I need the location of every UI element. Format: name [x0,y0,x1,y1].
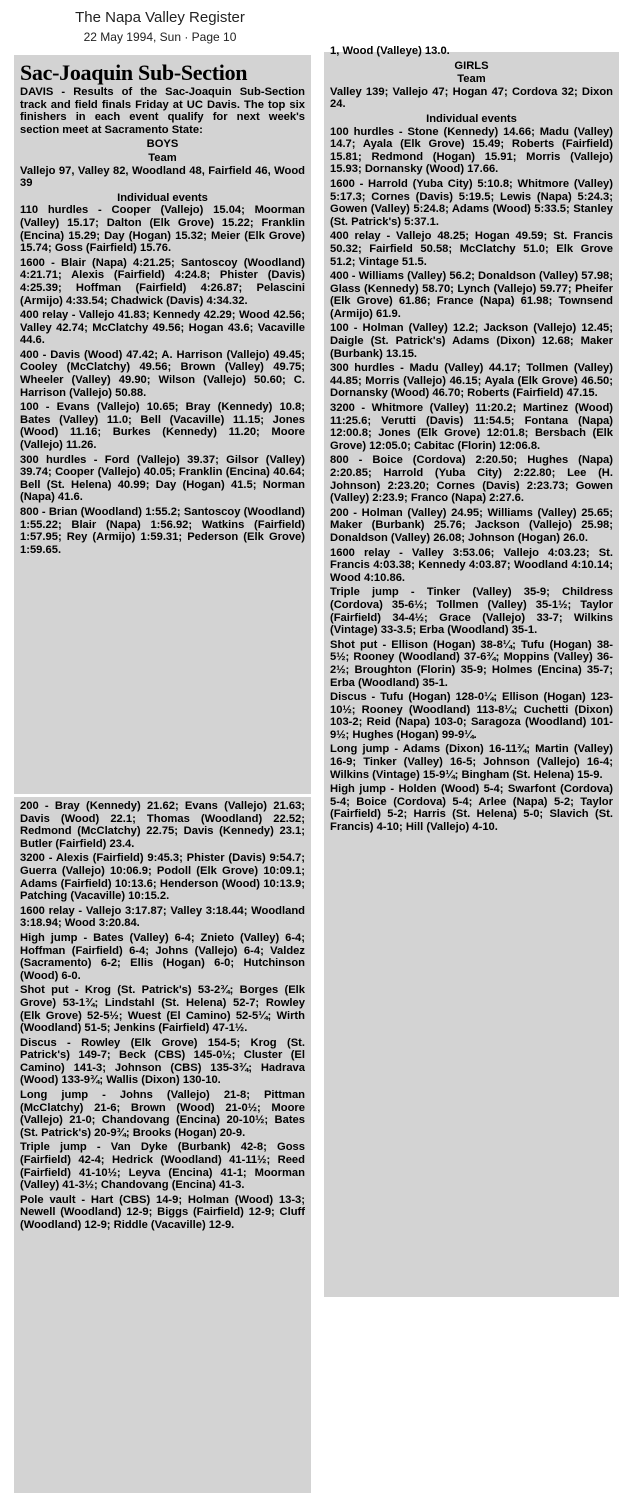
clipping-boys-part1 [14,55,311,794]
clipping-boys-part2 [14,797,311,1493]
event-result: Discus - Rowley (Elk Grove) 154-5; Krog (St. Patrick's) 149-7; Beck (CBS) 145-0½; Cluster (El Camino) 141-3; Johnson (CBS) 135-3¾; Hadrava (Wood) 133-9¾; Wallis (Dixon) 130-10. [20,1036,305,1087]
event-result: High jump - Bates (Valley) 6-4; Znieto (Valley) 6-4; Hoffman (Fairfield) 6-4; Johns (Vallejo) 6-4; Valdez (Sacramento) 6-2; Ellis (Hogan) 6-0; Hutchinson (Wood) 6-0. [20,931,305,982]
event-result: Long jump - Adams (Dixon) 16-11¾; Martin (Valley) 16-9; Tinker (Valley) 16-5; Johnson (Vallejo) 16-4; Wilkins (Vintage) 15-9¼; Bingham (St. Helena) 15-9. [330,743,613,781]
article-headline: Sac-Joaquin Sub-Section [20,60,248,85]
event-result: 200 - Bray (Kennedy) 21.62; Evans (Vallejo) 21.63; Davis (Wood) 22.1; Thomas (Woodland) 22.52; Redmond (McClatchy) 22.75; Davis (Kennedy) 23.1; Butler (Fairfield) 23.4. [20,800,305,850]
event-result: 1600 - Harrold (Yuba City) 5:10.8; Whitmore (Valley) 5:17.3; Cornes (Davis) 5:19.5; Lewis (Napa) 5:24.3; Gowen (Valley) 5:24.8; Adams (Wood) 5:33.5; Stanley (St. Patrick's) 5:37.1. [330,177,613,228]
event-result: 800 - Brian (Woodland) 1:55.2; Santoscoy (Woodland) 1:55.22; Blair (Napa) 1:56.92; Watkins (Fairfield) 1:57.95; Rey (Armijo) 1:59.31; Pederson (Elk Grove) 1:59.65. [20,506,305,556]
event-result: 200 - Holman (Valley) 24.95; Williams (Valley) 25.65; Maker (Burbank) 25.76; Jackson (Vallejo) 25.98; Donaldson (Valley) 26.08; Johnson (Hogan) 26.0. [330,506,613,544]
event-result: 100 hurdles - Stone (Kennedy) 14.66; Madu (Valley) 14.7; Ayala (Elk Grove) 15.49; Roberts (Fairfield) 15.81; Redmond (Hogan) 15.91; Morris (Vallejo) 15.93; Dornansky (Wood) 17.66. [330,125,613,176]
event-result: High jump - Holden (Wood) 5-4; Swarfont (Cordova) 5-4; Boice (Cordova) 5-4; Arlee (Napa) 5-2; Taylor (Fairfield) 5-2; Harris (St. Helena) 5-0; Slavich (St. Francis) 4-10; Hill (Vallejo) 4-10. [330,783,613,834]
event-result: 800 - Boice (Cordova) 2:20.50; Hughes (Napa) 2:20.85; Harrold (Yuba City) 2:22.80; Lee (H. Johnson) 2:23.20; Cornes (Davis) 2:23.73; Gowen (Valley) 2:23.9; Franco (Napa) 2:27.6. [330,454,613,505]
event-result: 300 hurdles - Madu (Valley) 44.17; Tollmen (Valley) 44.85; Morris (Vallejo) 46.15; Ayala (Elk Grove) 46.50; Dornansky (Wood) 46.70; Roberts (Fairfield) 47.15. [330,362,613,400]
event-result: Shot put - Ellison (Hogan) 38-8¼; Tufu (Hogan) 38-5½; Rooney (Woodland) 37-6¾; Moppins (Valley) 36-2½; Broughton (Florin) 35-9; Holmes (Encina) 35-7; Erba (Woodland) 35-1. [330,638,613,689]
event-result: 400 - Davis (Wood) 47.42; A. Harrison (Vallejo) 49.45; Cooley (McClatchy) 49.56; Brown (Valley) 49.75; Wheeler (Valley) 49.90; Wilson (Vallejo) 50.60; C. Harrison (Vallejo) 50.88. [20,348,305,399]
partial-top-line: 1, Wood (Valleye) 13.0. [330,45,450,57]
event-result: 1600 relay - Vallejo 3:17.87; Valley 3:18.44; Woodland 3:18.94; Wood 3:20.84. [20,904,305,930]
boys-individual-heading: Individual events [117,191,208,204]
event-result: 100 - Holman (Valley) 12.2; Jackson (Vallejo) 12.45; Daigle (St. Patrick's) Adams (Dixon) 12.68; Maker (Burbank) 13.15. [330,322,613,360]
event-result: Triple jump - Van Dyke (Burbank) 42-8; Goss (Fairfield) 42-4; Hedrick (Woodland) 41-11½; Reed (Fairfield) 41-10½; Leyva (Encina) 41-1; Moorman (Valley) 41-3½; Chandovang (Encina) 41-3. [20,1141,305,1192]
event-result: Pole vault - Hart (CBS) 14-9; Holman (Wood) 13-3; Newell (Woodland) 12-9; Biggs (Fairfield) 12-9; Cluff (Woodland) 12-9; Riddle (Vacaville) 12-9. [20,1193,305,1231]
event-result: 1600 - Blair (Napa) 4:21.25; Santoscoy (Woodland) 4:21.71; Alexis (Fairfield) 4:24.8; Phister (Davis) 4:25.39; Hoffman (Fairfield) 4:26.87; Pelascini (Armijo) 4:33.54; Chadwick (Davis) 4:34.32. [20,256,305,307]
article-intro: DAVIS - Results of the Sac-Joaquin Sub-Section track and field finals Friday at UC Davis. The top six finishers in each event qualify for next week's section meet at Sacramento State: [20,86,305,136]
boys-team-scores: Vallejo 97, Valley 82, Woodland 48, Fairfield 46, Wood 39 [20,164,305,190]
event-result: 1600 relay - Valley 3:53.06; Vallejo 4:03.23; St. Francis 4:03.38; Kennedy 4:03.87; Woodland 4:10.14; Wood 4:10.86. [330,546,613,584]
event-result: 3200 - Alexis (Fairfield) 9:45.3; Phister (Davis) 9:54.7; Guerra (Vallejo) 10:06.9; Podoll (Elk Grove) 10:09.1; Adams (Fairfield) 10:13.6; Henderson (Wood) 10:13.9; Patching (Vacaville) 10:15.2. [20,852,305,903]
event-result: 400 relay - Vallejo 48.25; Hogan 49.59; St. Francis 50.32; Fairfield 50.58; McClatchy 51.0; Elk Grove 51.2; Vintage 51.5. [330,230,613,268]
dateline: 22 May 1994, Sun · Page 10 [83,30,237,44]
event-result: 100 - Evans (Vallejo) 10.65; Bray (Kennedy) 10.8; Bates (Valley) 11.0; Bell (Vacaville) 11.15; Jones (Wood) 11.16; Burkes (Kennedy) 11.20; Moore (Vallejo) 11.26. [20,401,305,452]
girls-individual-heading: Individual events [426,112,517,125]
boys-heading: BOYS [146,138,179,151]
girls-heading: GIRLS [454,59,489,72]
newspaper-title: The Napa Valley Register [75,9,245,26]
event-result: 400 - Williams (Valley) 56.2; Donaldson (Valley) 57.98; Glass (Kennedy) 58.70; Lynch (Vallejo) 59.77; Pheifer (Elk Grove) 61.86; France (Napa) 61.98; Townsend (Armijo) 61.9. [330,270,613,320]
boys-team-heading: Team [148,151,177,164]
girls-team-scores: Valley 139; Vallejo 47; Hogan 47; Cordova 32; Dixon 24. [330,85,613,111]
event-result: Discus - Tufu (Hogan) 128-0¼; Ellison (Hogan) 123-10½; Rooney (Woodland) 113-8¼; Cuchetti (Dixon) 103-2; Reid (Napa) 103-0; Saragoza (Woodland) 101-9½; Hughes (Hogan) 99-9¼. [330,691,613,741]
girls-team-heading: Team [457,73,486,86]
clipping-girls [324,45,619,1297]
event-result: 3200 - Whitmore (Valley) 11:20.2; Martinez (Wood) 11:25.6; Verutti (Davis) 11:54.5; Fontana (Napa) 12:00.8; Jones (Elk Grove) 12:01.8; Bersbach (Elk Grove) 12:05.0; Cabitac (Florin) 12:06.8. [330,402,613,452]
event-result: Long jump - Johns (Vallejo) 21-8; Pittman (McClatchy) 21-6; Brown (Wood) 21-0½; Moore (Vallejo) 21-0; Chandovang (Encina) 20-10½; Bates (St. Patrick's) 20-9¾; Brooks (Hogan) 20-9. [20,1089,305,1139]
event-result: Triple jump - Tinker (Valley) 35-9; Childress (Cordova) 35-6½; Tollmen (Valley) 35-1½; Taylor (Fairfield) 34-4½; Grace (Vallejo) 33-7; Wilkins (Vintage) 33-3.5; Erba (Woodland) 35-1. [330,586,613,637]
event-result: 110 hurdles - Cooper (Vallejo) 15.04; Moorman (Valley) 15.17; Dalton (Elk Grove) 15.22; Franklin (Encina) 15.29; Day (Hogan) 15.32; Meier (Elk Grove) 15.74; Goss (Fairfield) 15.76. [20,204,305,255]
event-result: 300 hurdles - Ford (Vallejo) 39.37; Gilsor (Valley) 39.74; Cooper (Vallejo) 40.05; Franklin (Encina) 40.64; Bell (St. Helena) 40.99; Day (Hogan) 41.5; Norman (Napa) 41.6. [20,453,305,504]
event-result: 400 relay - Vallejo 41.83; Kennedy 42.29; Wood 42.56; Valley 42.74; McClatchy 49.56; Hogan 43.6; Vacaville 44.6. [20,309,305,347]
event-result: Shot put - Krog (St. Patrick's) 53-2¾; Borges (Elk Grove) 53-1¾; Lindstahl (St. Helena) 52-7; Rowley (Elk Grove) 52-5½; Wuest (El Camino) 52-5¼; Wirth (Woodland) 51-5; Jenkins (Fairfield) 47-1½. [20,984,305,1035]
